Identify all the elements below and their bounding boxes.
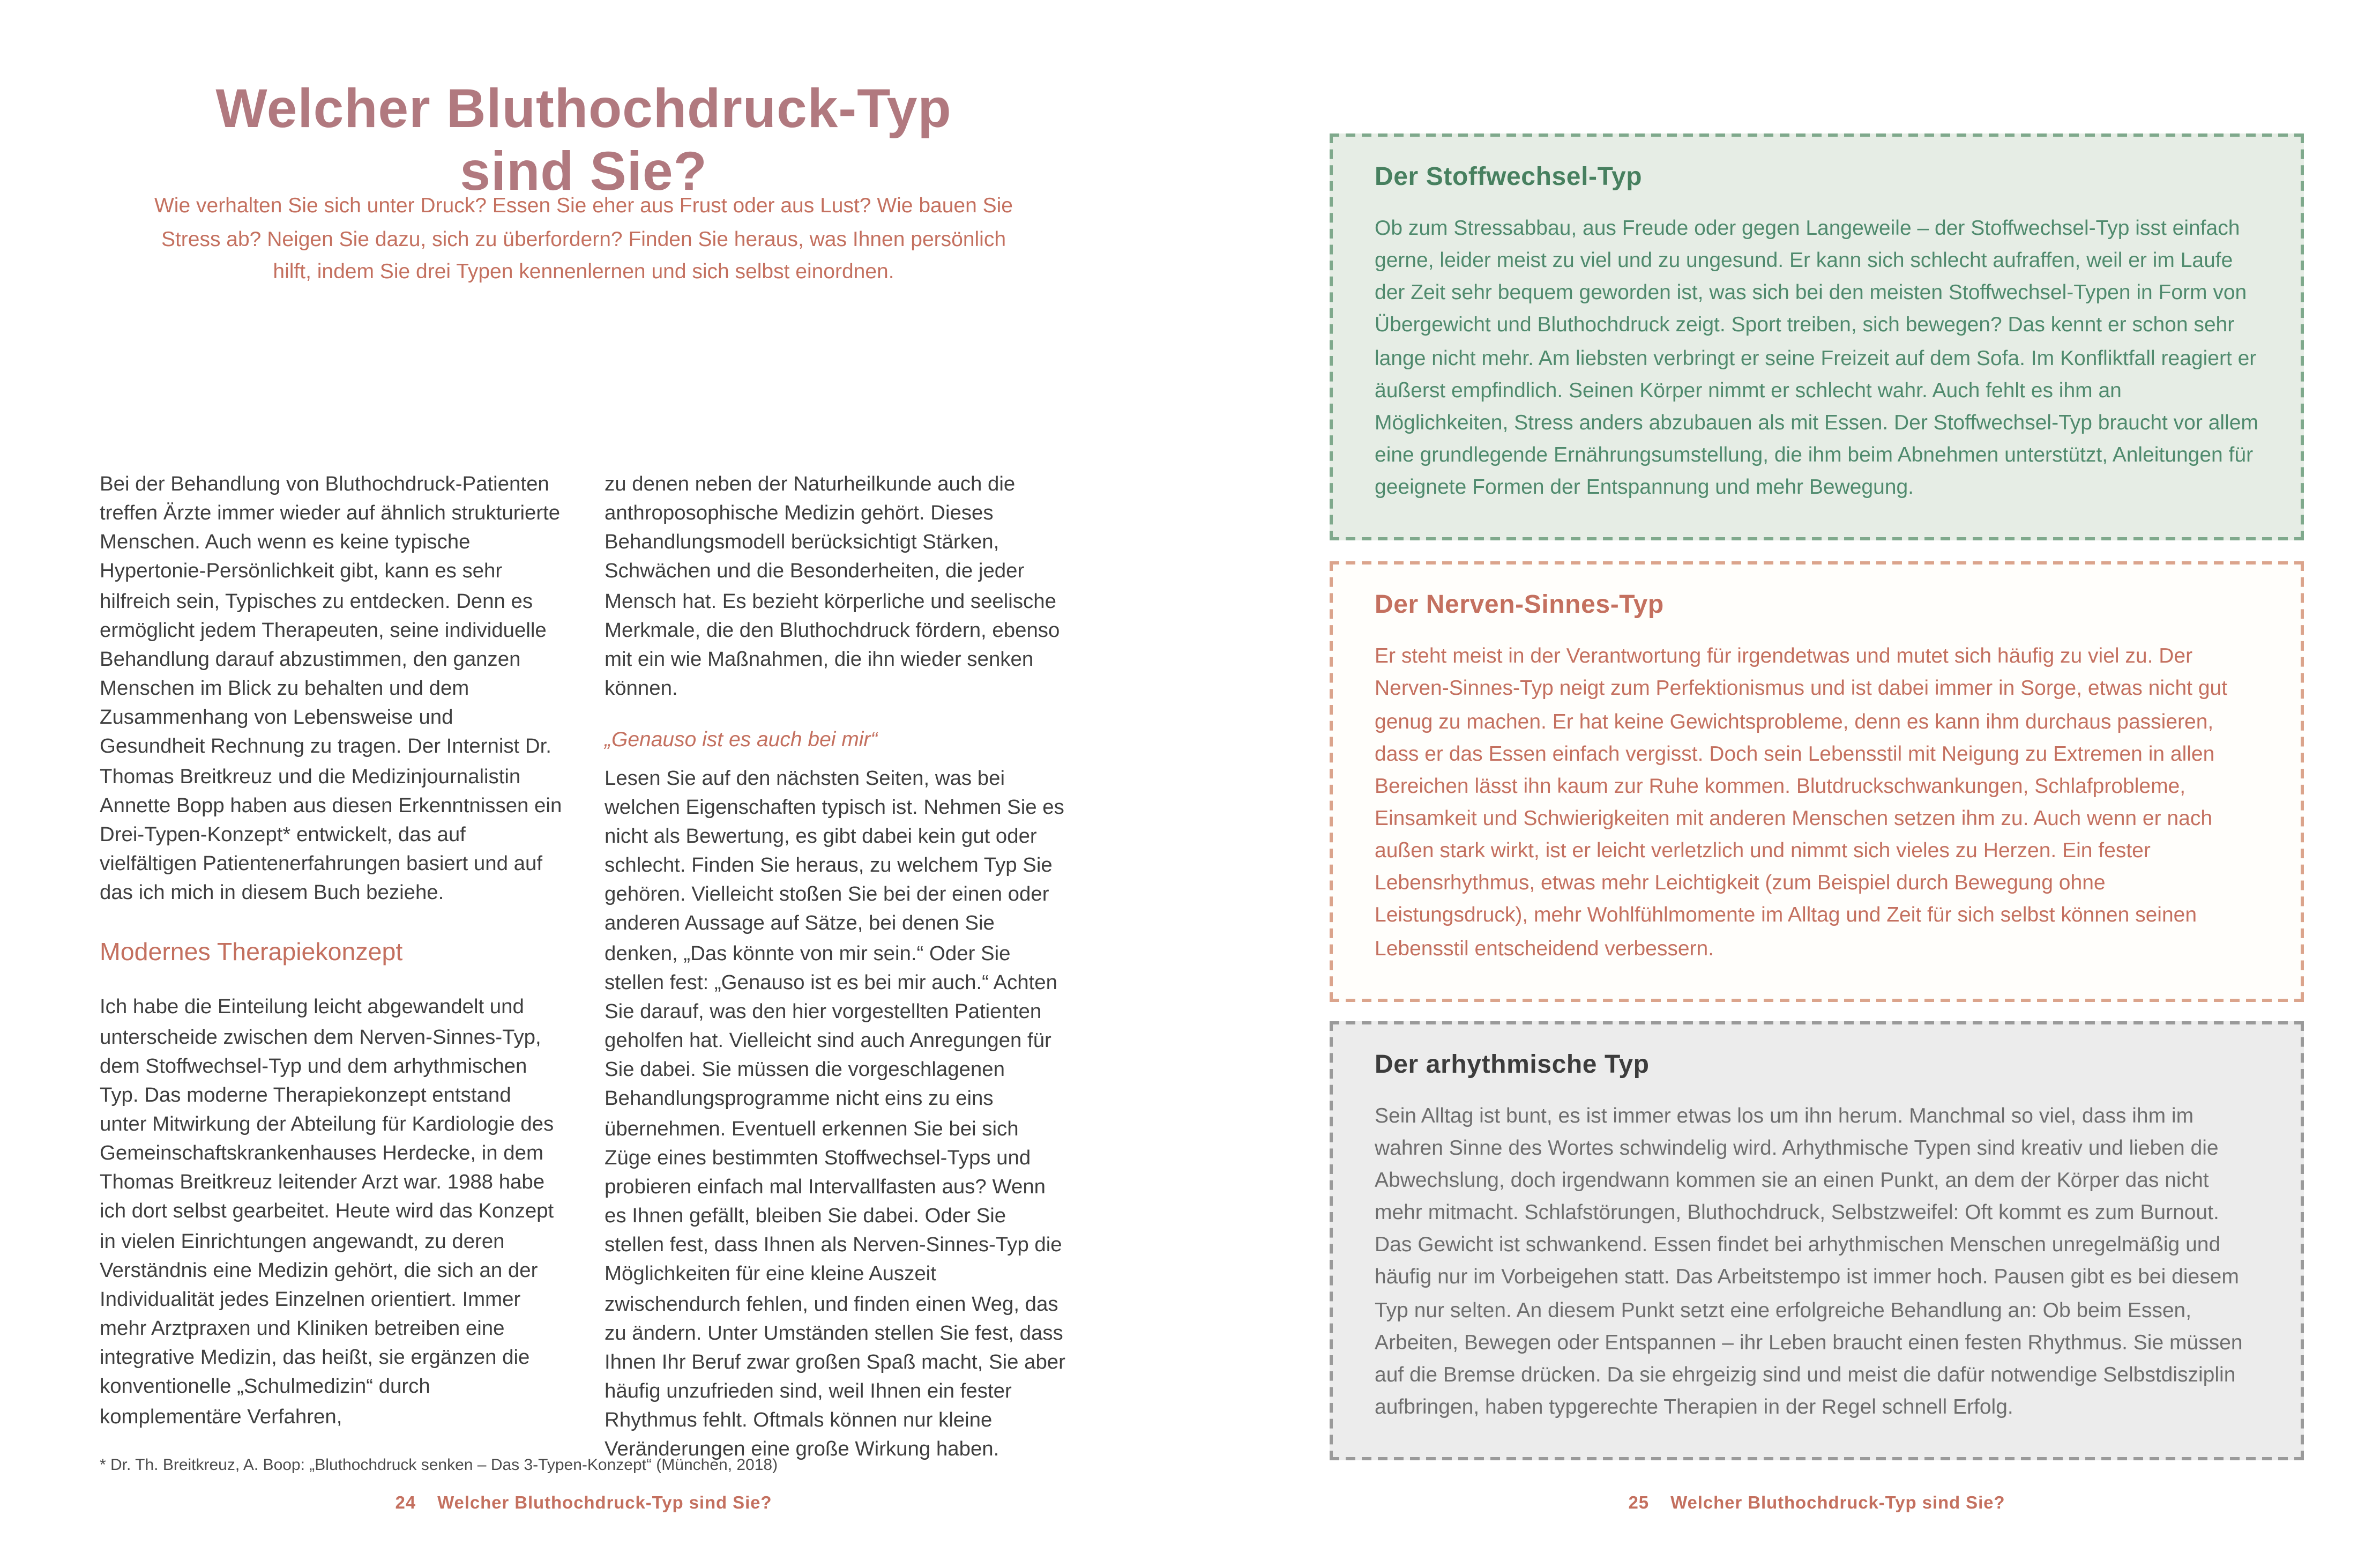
paragraph-2: Ich habe die Einteilung leicht abgewandelt und unterscheide zwischen dem Nerven-Sinnes-Typ, dem Stoffwechsel-Typ und dem arhythmischen Typ. Das moderne Therapiekonzept entstand unter Mitwirkung der Abteilung für Kardiologie des Gemeinschaftskrankenhauses Herdecke, in dem Thomas Breitkreuz leitender Arzt war. 1988 habe ich dort selbst gearbeitet. Heute wird das Konzept in vielen Einrichtungen angewandt, zu deren Verständnis eine Medizin gehört, die sich an der Individualität jedes Einzelnen orientiert. Immer mehr Arztpraxen und Kliniken betreiben eine integrative Medizin, das heißt, sie ergänzen die konventionelle „Schulmedizin“ durch komplementäre Verfahren, [100,994,554,1428]
page-title [96,78,1071,205]
page-footer-left [96,1494,1071,1513]
text-column-2 [605,470,1068,1464]
box-text-nerven-sinnes: Er steht meist in der Verantwortung für irgendetwas und mutet sich häufig zu viel zu. Der Nerven-Sinnes-Typ neigt zum Perfektionismus und ist dabei immer in Sorge, etwas nicht gut genug zu machen. Er hat keine Gewichtsprobleme, denn es kann ihm durchaus passieren, dass er das Essen einfach vergisst. Doch sein Lebensstil mit Neigung zu Extremen in allen Bereichen lässt ihn kaum zur Ruhe kommen. Blutdruckschwankungen, Schlafprobleme, Einsamkeit und Schwierigkeiten mit anderen Menschen setzen ihm zu. Auch wenn er nach außen stark wirkt, ist er leicht verletzlich und nimmt sich vieles zu Herzen. Ein fester Lebensrhythmus, etwas mehr Leichtigkeit (zum Beispiel durch Bewegung ohne Leistungsdruck), mehr Wohlfühlmomente im Alltag und Zeit für sich selbst können seinen Lebensstil entscheidend verbessern. [1375,643,2228,960]
footer-label: Welcher Bluthochdruck-Typ sind Sie? [1670,1494,2005,1513]
page-title-line1: Welcher Bluthochdruck-Typ [215,78,952,140]
paragraph-1: Bei der Behandlung von Bluthochdruck-Patienten treffen Ärzte immer wieder auf ähnlich strukturierte Menschen. Auch wenn es keine typische Hypertonie-Persönlichkeit gibt, kann es sehr hilfreich sein, Typisches zu entdecken. Denn es ermöglicht jedem Therapeuten, seine individuelle Behandlung darauf abzustimmen, den ganzen Menschen im Blick zu behalten und dem Zusammenhang von Lebensweise und Gesundheit Rechnung zu tragen. Der Internist Dr. Thomas Breitkreuz und die Medizinjournalistin Annette Bopp haben aus diesen Erkenntnissen ein Drei-Typen-Konzept* entwickelt, das auf vielfältigen Patientenerfahrungen basiert und auf das ich mich in diesem Buch beziehe. [100,471,562,904]
page-number: 25 [1628,1494,1650,1513]
paragraph-3: zu denen neben der Naturheilkunde auch die anthroposophische Medizin gehört. Dieses Behandlungsmodell berücksichtigt Stärken, Schwächen und die Besonderheiten, die jeder Mensch hat. Es bezieht körperliche und seelische Merkmale, die den Bluthochdruck fördern, ebenso mit ein wie Maßnahmen, die ihn wieder senken können. [605,471,1060,700]
type-box-nerven-sinnes [1330,562,2304,1001]
text-column-1 [100,470,563,1464]
box-title-nerven-sinnes: Der Nerven-Sinnes-Typ [1375,592,1664,620]
box-text-arhythmisch: Sein Alltag ist bunt, es ist immer etwas los um ihn herum. Manchmal so viel, dass ihm im wahren Sinne des Wortes schwindelig wird. Arhythmische Typen sind kreativ und lieben die Abwechslung, doch irgendwann kommen sie an einen Punkt, an dem der Körper das nicht mehr mitmacht. Schlafstörungen, Bluthochdruck, Selbstzweifel: Oft kommt es zum Burnout. Das Gewicht ist schwankend. Essen findet bei arhythmischen Menschen unregelmäßig und häufig nur im Vorbeigehen statt. Das Arbeitstempo ist immer hoch. Pausen gibt es bei diesem Typ nur selten. An diesem Punkt setzt eine erfolgreiche Behandlung an: Ob beim Essen, Arbeiten, Bewegen oder Entspannen – ihr Leben braucht einen festen Rhythmus. Sie müssen auf die Bremse drücken. Da sie ehrgeizig sind und meist die dafür notwendige Selbstdisziplin aufbringen, haben typgerechte Therapien in der Regel schnell Erfolg. [1375,1103,2243,1418]
page-footer-right [1330,1494,2304,1513]
type-box-stoffwechsel [1330,133,2304,541]
body-columns [100,470,1068,1464]
box-title-stoffwechsel: Der Stoffwechsel-Typ [1375,164,1643,191]
page-title-line2: sind Sie? [460,142,707,203]
footnote: * Dr. Th. Breitkreuz, A. Boop: „Bluthochdruck senken – Das 3-Typen-Konzept“ (München, 2018) [100,1457,778,1475]
page-number: 24 [395,1494,416,1513]
box-text-stoffwechsel: Ob zum Stressabbau, aus Freude oder gegen Langeweile – der Stoffwechsel-Typ isst einfach gerne, leider meist zu viel und zu ungesund. Er kann sich schlecht aufraffen, weil er im Laufe der Zeit sehr bequem geworden ist, was sich bei den meisten Stoffwechsel-Typen in Form von Übergewicht und Bluthochdruck zeigt. Sport treiben, sich bewegen? Das kennt er schon sehr lange nicht mehr. Am liebsten verbringt er seine Freizeit auf dem Sofa. Im Konfliktfall reagiert er äußerst empfindlich. Seinen Körper nimmt er schlecht wahr. Auch fehlt es ihm an Möglichkeiten, Stress anders abzubauen als mit Essen. Der Stoffwechsel-Typ braucht vor allem eine grundlegende Ernährungsumstellung, die ihm beim Abnehmen unterstützt, Anleitungen für geeignete Formen der Entspannung und mehr Bewegung. [1375,216,2258,499]
box-title-arhythmisch: Der arhythmische Typ [1375,1051,1650,1079]
quote-heading: „Genauso ist es auch bei mir“ [605,727,878,752]
type-box-arhythmisch [1330,1021,2304,1460]
intro-text: Wie verhalten Sie sich unter Druck? Essen Sie eher aus Frust oder aus Lust? Wie bauen Sie Stress ab? Neigen Sie dazu, sich zu überfordern? Finden Sie heraus, was Ihnen persönlich hilft, indem Sie drei Typen kennenlernen und sich selbst einordnen. [154,193,1013,284]
page-right [1190,0,2380,1545]
footer-label: Welcher Bluthochdruck-Typ sind Sie? [437,1494,772,1513]
section-heading-therapiekonzept: Modernes Therapiekonzept [100,940,403,968]
paragraph-4: Lesen Sie auf den nächsten Seiten, was bei welchen Eigenschaften typisch ist. Nehmen Sie es nicht als Bewertung, es gibt dabei kein gut oder schlecht. Finden Sie heraus, zu welchem Typ Sie gehören. Vielleicht stoßen Sie bei der einen oder anderen Aussage auf Sätze, bei denen Sie denken, „Das könnte von mir sein.“ Oder Sie stellen fest: „Genauso ist es bei mir auch.“ Achten Sie darauf, was den hier vorgestellten Patienten geholfen hat. Vielleicht sind auch Anregungen für Sie dabei. Sie müssen die vorgeschlagenen Behandlungsprogramme nicht eins zu eins übernehmen. Eventuell erkennen Sie bei sich Züge eines bestimmten Stoffwechsel-Typs und probieren einfach mal Intervallfasten aus? Wenn es Ihnen gefällt, bleiben Sie dabei. Oder Sie stellen fest, dass Ihnen als Nerven-Sinnes-Typ die Möglichkeiten für eine kleine Auszeit zwischendurch fehlen, und finden einen Weg, das zu ändern. Unter Umständen stellen Sie fest, dass Ihnen Ihr Beruf zwar großen Spaß macht, Sie aber häufig unzufrieden sind, weil Ihnen ein fester Rhythmus fehlt. Oftmals können nur kleine Veränderungen eine große Wirkung haben. [605,765,1065,1461]
type-boxes [1330,133,2304,1481]
